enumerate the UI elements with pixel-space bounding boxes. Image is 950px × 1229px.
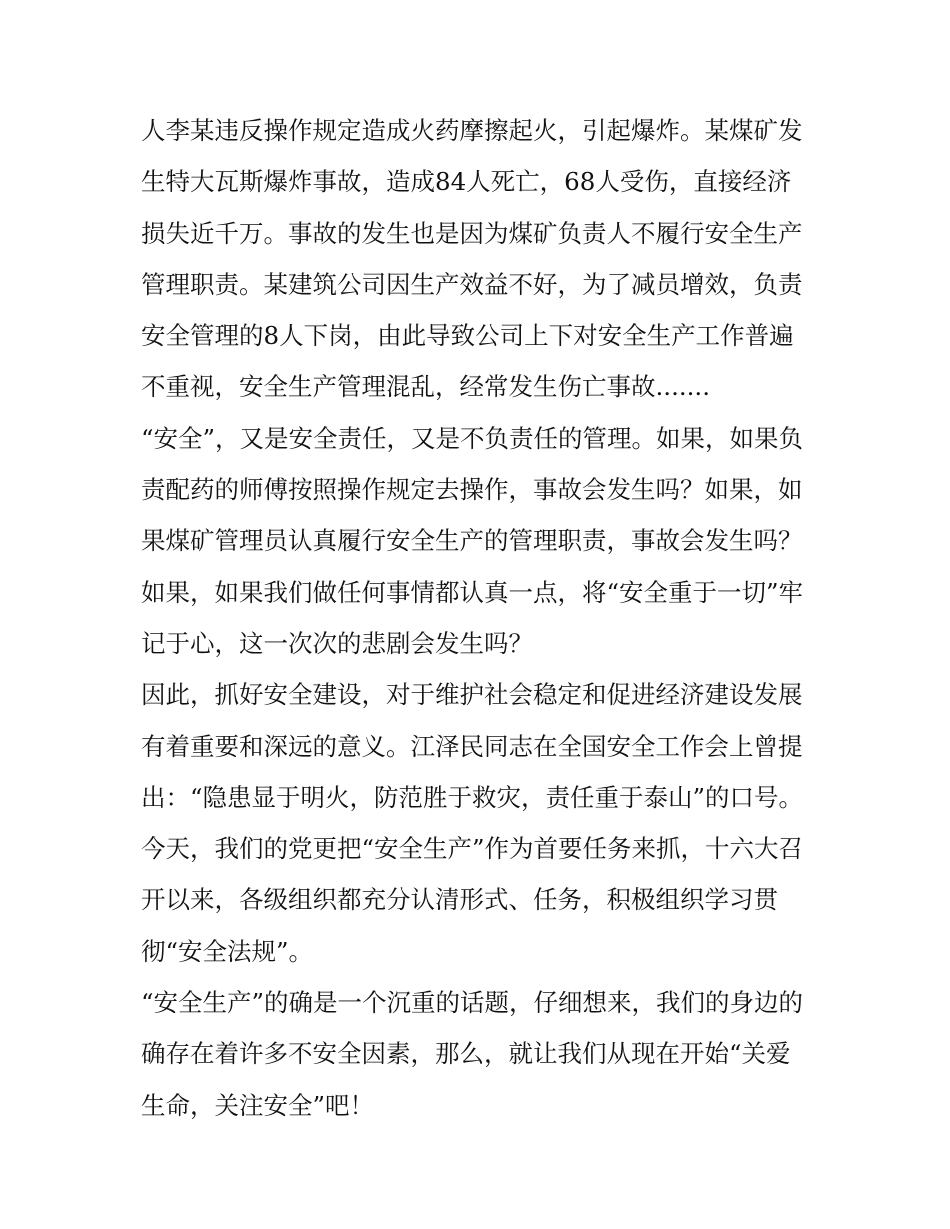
- text-line: 不重视，安全生产管理混乱，经常发生伤亡事故.......: [141, 372, 711, 402]
- text-line: 果煤矿管理员认真履行安全生产的管理职责，事故会发生吗？: [141, 526, 803, 556]
- text-line: 有着重要和深远的意义。江泽民同志在全国安全工作会上曾提: [141, 731, 803, 761]
- text-line: “安全生产”的确是一个沉重的话题，仔细想来，我们的身边的: [141, 988, 804, 1018]
- text-line: 出：“隐患显于明火，防范胜于救灾，责任重于泰山”的口号。: [141, 782, 804, 812]
- text-line: 责配药的师傅按照操作规定去操作，事故会发生吗？如果，如: [141, 475, 803, 505]
- text-line: 如果，如果我们做任何事情都认真一点，将“安全重于一切”牢: [141, 577, 804, 607]
- text-line: 今天，我们的党更把“安全生产”作为首要任务来抓，十六大召: [141, 834, 804, 864]
- text-line: 安全管理的8人下岗，由此导致公司上下对安全生产工作普遍: [141, 321, 794, 351]
- text-line: 损失近千万。事故的发生也是因为煤矿负责人不履行安全生产: [141, 218, 803, 248]
- text-line: “安全”，又是安全责任，又是不负责任的管理。如果，如果负: [141, 423, 804, 453]
- text-line: 生命，关注安全”吧！: [141, 1090, 375, 1120]
- text-line: 彻“安全法规”。: [141, 936, 314, 966]
- document-body: [141, 105, 821, 1131]
- text-line: 因此，抓好安全建设，对于维护社会稳定和促进经济建设发展: [141, 680, 803, 710]
- text-line: 生特大瓦斯爆炸事故，造成84人死亡，68人受伤，直接经济: [141, 167, 792, 197]
- text-line: 人李某违反操作规定造成火药摩擦起火，引起爆炸。某煤矿发: [141, 116, 803, 145]
- text-line: 记于心，这一次次的悲剧会发生吗？: [141, 628, 533, 658]
- text-line: 确存在着许多不安全因素，那么，就让我们从现在开始“关爱: [141, 1039, 791, 1069]
- text-line: 管理职责。某建筑公司因生产效益不好，为了减员增效，负责: [141, 269, 803, 299]
- text-line: 开以来，各级组织都充分认清形式、任务，积极组织学习贯: [141, 885, 778, 915]
